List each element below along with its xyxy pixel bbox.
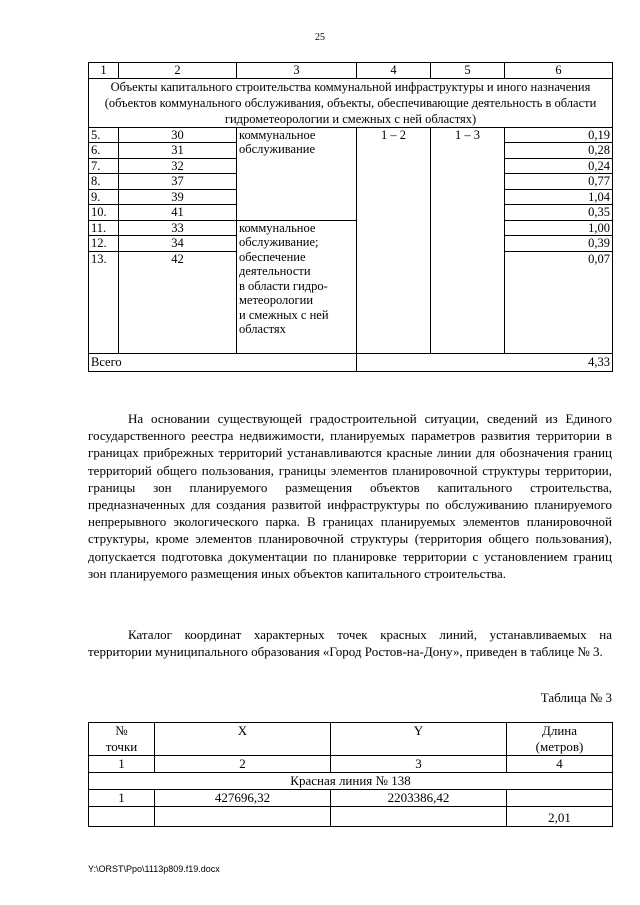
number-cell: 3 [331,756,507,773]
row-number: 7. [89,158,119,174]
row-number: 6. [89,143,119,159]
row-code: 33 [119,220,237,236]
row-code: 30 [119,127,237,143]
total-label: Всего [89,353,357,371]
purpose-line: метеорологии [239,293,314,307]
header-length [507,723,613,756]
paragraph-1 [88,410,612,582]
purpose-group-2 [237,220,357,353]
y-value: 2203386,42 [331,790,507,807]
number-cell: 4 [507,756,613,773]
paragraph-2 [88,626,612,660]
row-code: 41 [119,205,237,221]
header-length-line: (метров) [535,739,584,754]
purpose-line: и смежных с ней [239,307,329,322]
header-point [89,723,155,756]
header-cell: 6 [505,63,613,79]
header-x: X [155,723,331,756]
row-code: 42 [119,251,237,353]
paragraph-1-text: На основании существующей градостроительной ситуации, сведений из Единого государственного реестра недвижимости, планируемых параметров развития территории в границах прибрежных территорий устанавливаются красные линии для обозначения границ территорий общего пользования, границы элементов планировочной структуры территории, границы зон планируемого размещения объектов капитального строительства, предназначенных для создания развитой инфраструктуры по обслуживанию планируемого непрерывного экологического парка. В границах планируемых элементов планировочной структуры, кроме элементов планировочной структуры (территория общего пользования), допускается подготовка документации по планировке территории с установлением границ зон планируемого размещения иных объектов капитального строительства. [88,411,612,581]
header-y: Y [331,723,507,756]
objects-table [88,62,613,372]
purpose-line: в области гидро- [239,278,328,293]
row-number: 5. [89,127,119,143]
table-row [89,807,613,827]
row-number: 8. [89,174,119,190]
point-number [89,807,155,827]
coordinates-table [88,722,613,827]
point-number: 1 [89,790,155,807]
table-caption: Таблица № 3 [540,690,612,705]
row-value: 0,77 [505,174,613,190]
purpose-line: обслуживание; [239,235,319,249]
header-length-line: Длина [541,723,578,738]
length-value: 2,01 [507,807,613,827]
row-value: 0,28 [505,143,613,159]
length-value [507,790,613,807]
row-code: 31 [119,143,237,159]
header-point-line: точки [105,739,138,754]
row-code: 34 [119,236,237,252]
row-value: 1,00 [505,220,613,236]
col4-value: 1 – 2 [357,127,431,353]
row-value: 0,24 [505,158,613,174]
table-row [89,790,613,807]
row-value: 1,04 [505,189,613,205]
header-cell: 1 [89,63,119,79]
row-value: 0,07 [505,251,613,353]
table-row [89,220,613,236]
row-number: 10. [89,205,119,221]
total-value: 4,33 [357,353,613,371]
y-value [331,807,507,827]
total-row [89,353,613,371]
purpose-line: обеспечение [239,249,306,264]
page-number: 25 [315,32,325,43]
table-header-row [89,63,613,79]
header-cell: 5 [431,63,505,79]
row-number: 13. [89,251,119,353]
row-value: 0,19 [505,127,613,143]
header-point-line: № [115,723,128,738]
purpose-group-1: коммунальное обслуживание [237,127,357,220]
col5-value: 1 – 3 [431,127,505,353]
row-code: 32 [119,158,237,174]
header-cell: 3 [237,63,357,79]
x-value: 427696,32 [155,790,331,807]
table-header-row [89,723,613,756]
table-number-row [89,756,613,773]
row-code: 39 [119,189,237,205]
file-path-footer: Y:\ORST\Ppo\1113p809.f19.docx [88,864,220,874]
number-cell: 1 [89,756,155,773]
x-value [155,807,331,827]
section-title: Объекты капитального строительства коммунальной инфраструктуры и иного назначения (объектов коммунального обслуживания, объекты, обеспечивающие деятельность в области гидрометеорологии и смежных с ней областях) [89,78,613,127]
row-code: 37 [119,174,237,190]
purpose-line: областях [239,322,286,336]
header-cell: 2 [119,63,237,79]
section-red-line: Красная линия № 138 [89,773,613,790]
row-number: 9. [89,189,119,205]
header-cell: 4 [357,63,431,79]
row-value: 0,35 [505,205,613,221]
paragraph-2-text: Каталог координат характерных точек красных линий, устанавливаемых на территории муниципального образования «Город Ростов-на-Дону», приведен в таблице № 3. [88,627,612,660]
purpose-line: коммунальное [239,220,316,235]
table-row [89,127,613,143]
number-cell: 2 [155,756,331,773]
row-number: 11. [89,220,119,236]
row-number: 12. [89,236,119,252]
purpose-line: деятельности [239,264,311,278]
row-value: 0,39 [505,236,613,252]
